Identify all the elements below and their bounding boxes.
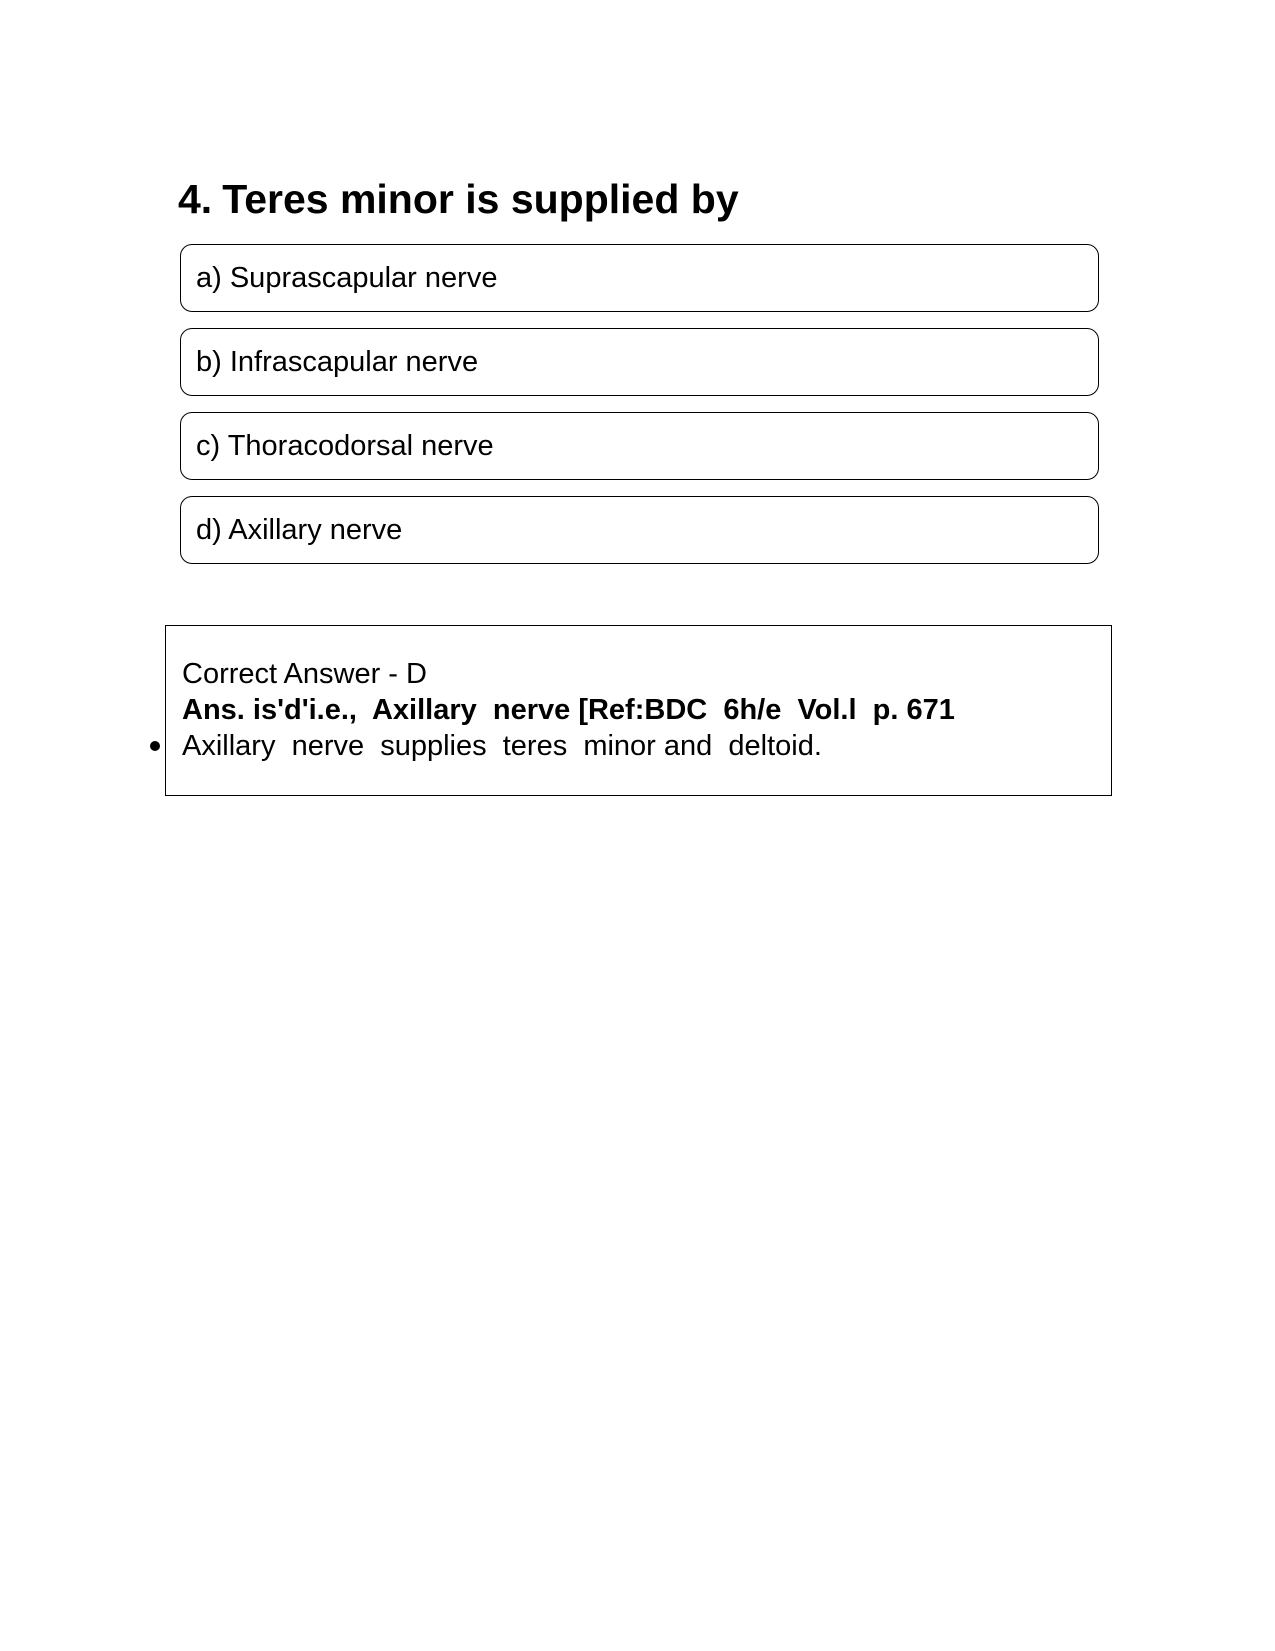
option-d-label: d) Axillary nerve <box>196 513 403 546</box>
correct-answer-line: Correct Answer - D <box>182 658 427 690</box>
option-b[interactable] <box>180 328 1099 396</box>
option-c-label: c) Thoracodorsal nerve <box>196 429 494 462</box>
bullet-icon <box>150 741 160 751</box>
option-b-label: b) Infrascapular nerve <box>196 345 479 378</box>
question-text: Teres minor is supplied by <box>222 176 739 222</box>
question-title <box>178 176 739 223</box>
answer-explanation-line: Axillary nerve supplies teres minor and deltoid. <box>182 730 822 762</box>
answer-reference-line: Ans. is'd'i.e., Axillary nerve [Ref:BDC 6h/e Vol.l p. 671 <box>182 694 955 726</box>
option-d[interactable] <box>180 496 1099 564</box>
question-number: 4. <box>178 176 213 222</box>
option-a[interactable] <box>180 244 1099 312</box>
option-c[interactable] <box>180 412 1099 480</box>
answer-box <box>165 625 1112 796</box>
options-list <box>180 244 1099 580</box>
option-a-label: a) Suprascapular nerve <box>196 261 498 294</box>
